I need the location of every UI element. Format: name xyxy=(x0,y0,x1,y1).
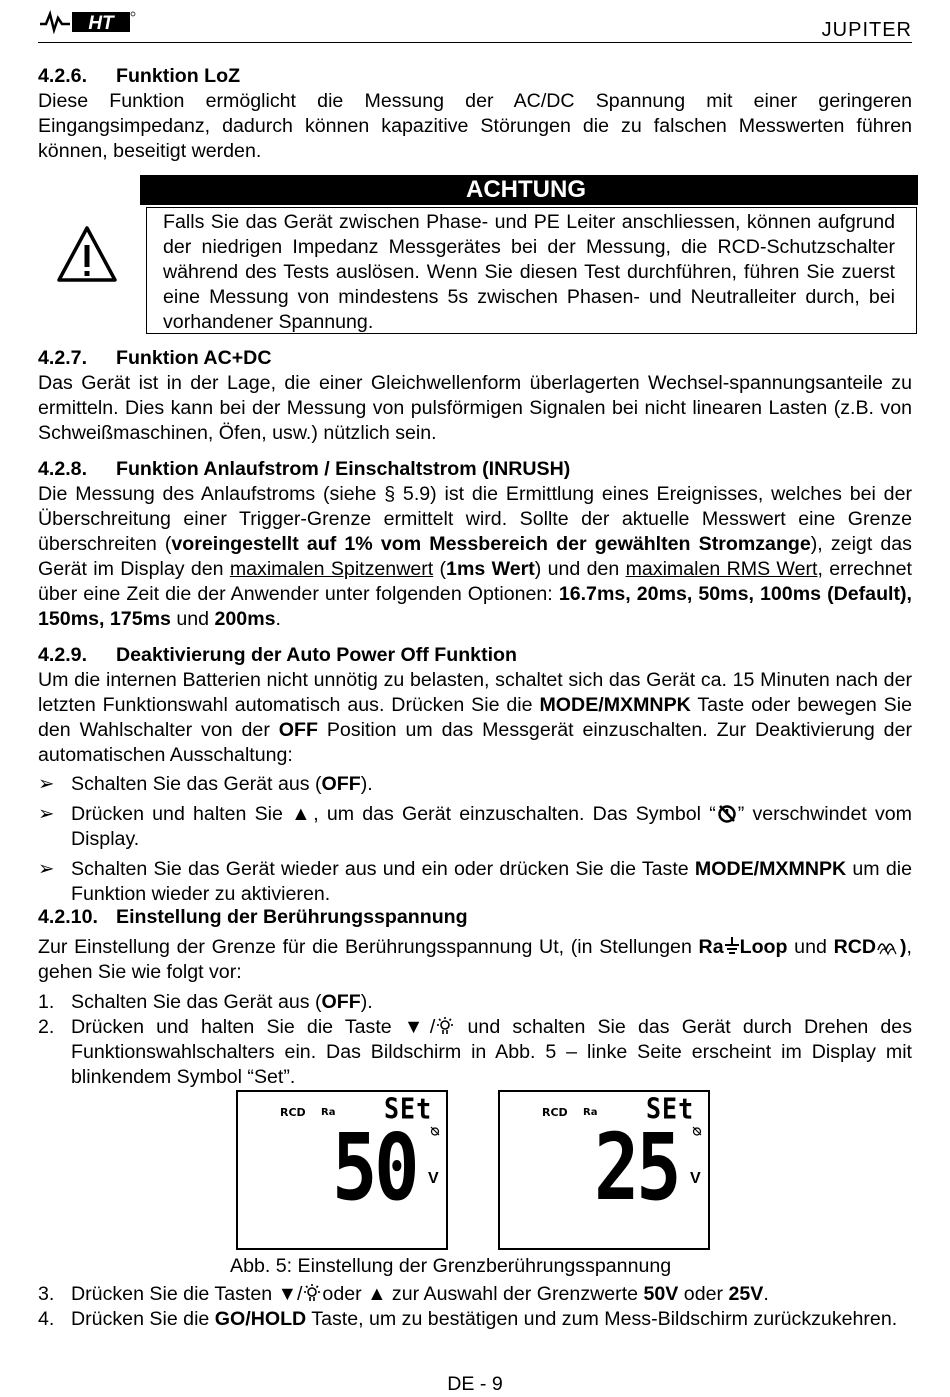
list-item: 2. Drücken und halten Sie die Taste ▼/ und schalten Sie das Gerät durch Drehen des Funktionswahlschalters ein. Das Bildschirm in Abb. 5 – linke Seite erscheint im Display mit blinkendem Symbol “Set”. xyxy=(38,1016,912,1088)
auto-power-off-icon xyxy=(430,1126,440,1136)
lcd-value: 25 xyxy=(594,1114,679,1221)
lcd-ra-label: Ra xyxy=(583,1107,598,1118)
section-4-2-10-steps xyxy=(38,1282,912,1332)
section-body: Um die internen Batterien nicht unnötig zu belasten, schaltet sich das Gerät ca. 15 Minuten nach der letzten Funktionswahl automatisch aus. Drücken Sie die MODE/MXMNPK Taste oder bewegen Sie den Wahlschalter von der OFF Position um das Messgerät einzuschalten. Zur Deaktivierung der automatischen Ausschaltung: xyxy=(38,669,912,766)
section-4-2-9 xyxy=(38,643,912,907)
lcd-ra-label: Ra xyxy=(321,1107,336,1118)
section-body: Das Gerät ist in der Lage, die einer Gleichwellenform überlagerten Wechsel-spannungsanteile zu ermitteln. Dies kann bei der Messung von pulsförmigen Signalen bei nicht linearen Lasten (z.B. von Schweißmaschinen, Öfen, usw.) nützlich sein. xyxy=(38,372,912,444)
section-number: 4.2.9. xyxy=(38,644,88,666)
section-4-2-7 xyxy=(38,346,912,446)
lcd-display-25v xyxy=(498,1090,710,1250)
ht-logo xyxy=(38,10,136,34)
section-title: Funktion LoZ xyxy=(116,65,241,87)
warning-title: ACHTUNG xyxy=(466,176,586,203)
lcd-set-label: SEt xyxy=(384,1091,433,1126)
backlight-icon xyxy=(302,1283,322,1303)
list-item: ➢ Schalten Sie das Gerät aus (OFF). xyxy=(38,773,373,795)
figure-caption: Abb. 5: Einstellung der Grenzberührungsspannung xyxy=(230,1255,672,1277)
section-title: Einstellung der Berührungsspannung xyxy=(116,906,468,928)
lcd-display-50v xyxy=(236,1090,448,1250)
section-title: Funktion AC+DC xyxy=(116,347,272,369)
list-item: 1. Schalten Sie das Gerät aus (OFF). xyxy=(38,991,373,1013)
list-item: ➢ Schalten Sie das Gerät wieder aus und ein oder drücken Sie die Taste MODE/MXMNPK um die Funktion wieder zu aktivieren. xyxy=(38,858,912,905)
page-header xyxy=(38,8,912,43)
lcd-rcd-label: RCD xyxy=(280,1106,306,1119)
lcd-unit: V xyxy=(428,1170,439,1187)
section-body: Diese Funktion ermöglicht die Messung der AC/DC Spannung mit einer geringeren Eingangsimpedanz, dadurch können kapazitive Störungen die zu falschen Messwerten führen können, beseitigt werden. xyxy=(38,90,912,162)
section-4-2-8 xyxy=(38,457,912,632)
lcd-set-label: SEt xyxy=(646,1091,695,1126)
ground-icon xyxy=(724,936,740,956)
page-number: DE - 9 xyxy=(447,1373,503,1395)
backlight-icon xyxy=(435,1016,455,1036)
lcd-value: 50 xyxy=(332,1114,417,1221)
lcd-unit: V xyxy=(690,1170,701,1187)
lcd-rcd-label: RCD xyxy=(542,1106,568,1119)
section-number: 4.2.10. xyxy=(38,906,98,928)
section-4-2-10 xyxy=(38,905,912,1090)
warning-text: Falls Sie das Gerät zwischen Phase- und PE Leiter anschliessen, können aufgrund der niedrigen Impedanz Messgerätes bei der Messung, die RCD-Schutzschalter während des Tests auslösen. Wenn Sie diesen Test durchführen, führen Sie zuerst eine Messung von mindestens 5s zwischen Phasen- und Neutralleiter durch, bei vorhandener Spannung. xyxy=(163,211,895,333)
rcd-waveform-icon xyxy=(876,936,900,956)
section-number: 4.2.7. xyxy=(38,347,88,369)
brand-name: JUPITER xyxy=(821,19,912,41)
arrow-bullet-icon: ➢ xyxy=(38,803,55,825)
arrow-bullet-icon: ➢ xyxy=(38,858,55,880)
section-title: Deaktivierung der Auto Power Off Funktion xyxy=(116,644,517,666)
list-item: 3. Drücken Sie die Tasten ▼/ oder ▲ zur Auswahl der Grenzwerte 50V oder 25V. xyxy=(38,1283,769,1305)
section-4-2-6 xyxy=(38,64,912,164)
warning-triangle-icon xyxy=(56,225,118,283)
auto-power-off-icon xyxy=(692,1126,702,1136)
section-body: Die Messung des Anlaufstroms (siehe § 5.9) ist die Ermittlung eines Ereignisses, welches bei der Überschreitung einer Trigger-Grenze ermittelt wird. Sollte der aktuelle Messwert eine Grenze überschreiten (voreingestellt auf 1% vom Messbereich der gewählten Stromzange), zeigt das Gerät im Display den maximalen Spitzenwert (1ms Wert) und den maximalen RMS Wert, errechnet über eine Zeit die der Anwender unter folgenden Optionen: 16.7ms, 20ms, 50ms, 100ms (Default), 150ms, 175ms und 200ms. xyxy=(38,483,912,630)
warning-title-bar xyxy=(140,175,918,205)
list-item: 4. Drücken Sie die GO/HOLD Taste, um zu bestätigen und zum Mess-Bildschirm zurückzukehren. xyxy=(38,1308,898,1330)
section-number: 4.2.8. xyxy=(38,458,88,480)
svg-text:HT: HT xyxy=(88,13,114,34)
auto-power-off-icon xyxy=(716,803,738,823)
section-number: 4.2.6. xyxy=(38,65,88,87)
list-item: ➢ Drücken und halten Sie ▲, um das Gerät einzuschalten. Das Symbol “ ” verschwindet vom Display. xyxy=(38,803,912,850)
arrow-bullet-icon: ➢ xyxy=(38,773,55,795)
section-title: Funktion Anlaufstrom / Einschaltstrom (INRUSH) xyxy=(116,458,571,480)
section-body: Zur Einstellung der Grenze für die Berührungsspannung Ut, (in Stellungen Ra Loop und RCD ), gehen Sie wie folgt vor: xyxy=(38,936,912,983)
